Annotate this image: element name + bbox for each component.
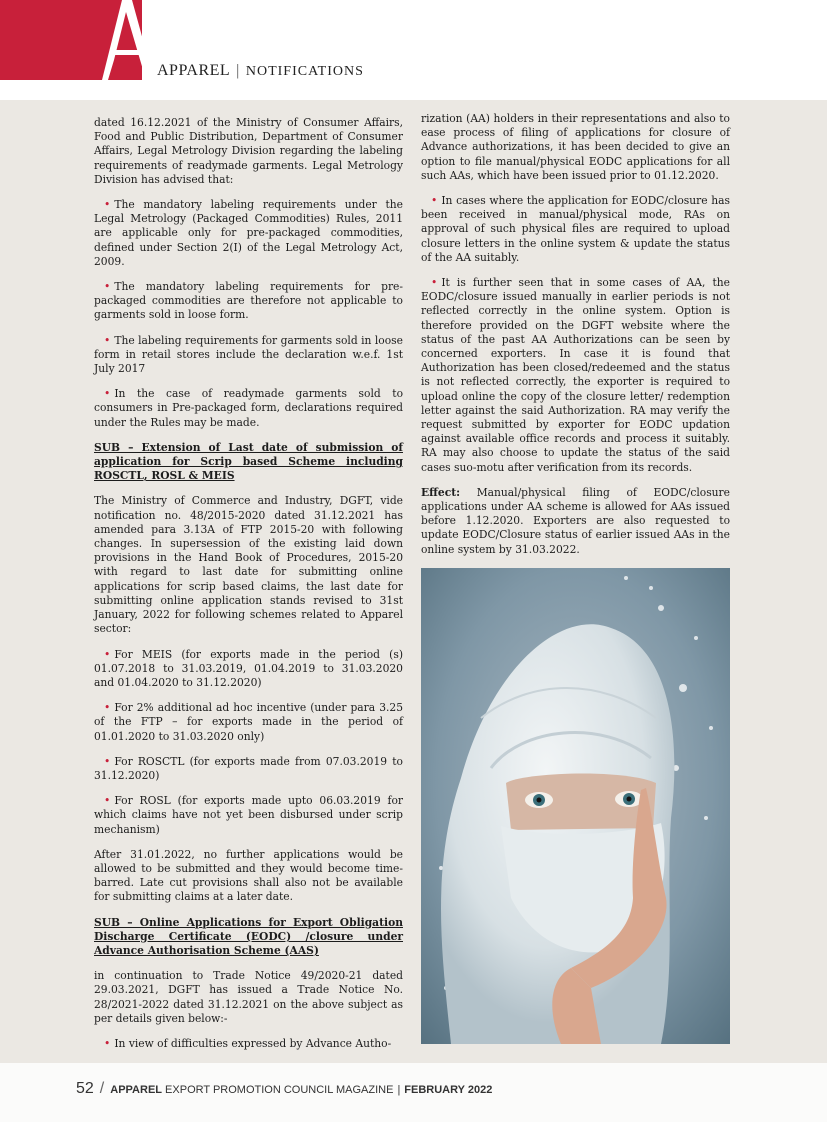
notification-paragraph: The Ministry of Commerce and Industry, DGFT, vide notification no. 48/2015-2020 dated 31.12.2021 has amended para 3.13A of FTP 2015-20 with following changes. In supersession of the existing laid down provisions in the Hand Book of Procedures, 2015-20 with regard to last date for submitting online applications for scrip based claims, the last date for submitting online application stands revised to 31st January, 2022 for following schemes related to Apparel sector: (94, 494, 403, 636)
magazine-brand: APPAREL (110, 1084, 162, 1096)
bullet-dot-icon: • (104, 280, 111, 294)
bullet-text: For 2% additional ad hoc incentive (under para 3.25 of the FTP – for exports made in the period of 01.01.2020 to 31.03.2020 only) (94, 701, 403, 743)
section-separator: | (236, 62, 240, 79)
bullet-text: For ROSL (for exports made upto 06.03.2019 for which claims have not yet been disbursed under scrip mechanism) (94, 794, 403, 836)
bullet-dot-icon: • (104, 794, 111, 808)
bullet-dot-icon: • (104, 701, 111, 715)
footer-slash: / (99, 1080, 105, 1097)
bullet-dot-icon: • (104, 333, 111, 347)
page-footer (76, 1080, 492, 1098)
deadline-paragraph: After 31.01.2022, no further applications would be allowed to be submitted and they would become time-barred. Late cut provisions shall also not be available for submitting claims at a later date. (94, 847, 403, 904)
bullet-item (94, 387, 403, 430)
page-number: 52 (76, 1080, 94, 1097)
bullet-dot-icon: • (104, 647, 111, 661)
subject-heading-eodc: SUB – Online Applications for Export Obligation Discharge Certificate (EODC) /closure under Advance Authorisation Scheme (AAS) (94, 915, 403, 957)
bullet-text: For ROSCTL (for exports made from 07.03.2019 to 31.12.2020) (94, 754, 403, 782)
subject-heading-scrip: SUB – Extension of Last date of submission of application for Scrip based Scheme including ROSCTL, ROSL & MEIS (94, 440, 403, 483)
bullet-text: For MEIS (for exports made in the period (s) 01.07.2018 to 31.03.2019, 01.04.2019 to 31.03.2020 and 01.04.2020 to 31.12.2020) (94, 647, 403, 689)
bullet-text: In the case of readymade garments sold to consumers in Pre-packaged form, declarations required under the Rules may be made. (94, 387, 403, 429)
bullet-text: The mandatory labeling requirements for pre-packaged commodities are therefore not applicable to garments sold in loose form. (94, 280, 403, 322)
bullet-dot-icon: • (104, 387, 111, 401)
footer-separator: | (397, 1084, 401, 1096)
bullet-item (94, 280, 403, 323)
bullet-dot-icon: • (431, 194, 438, 208)
bullet-item (94, 755, 403, 783)
magazine-title: EXPORT PROMOTION COUNCIL MAGAZINE (162, 1084, 394, 1096)
bullet-dot-icon: • (104, 198, 111, 212)
bullet-item (94, 794, 403, 837)
bullet-text: It is further seen that in some cases of AA, the EODC/closure issued manually in earlier periods is not reflected correctly in the online system. Option is therefore provided on the DGFT website where the status of the past AA Authorizations can be seen by concerned exporters. In case it is found that Authorization has been closed/redeemed and the status is not reflected correctly, the exporter is required to upload online the copy of the closure letter/ redemption letter against the said Authorization. RA may verify the request submitted by exporter for EODC updation against available office records and process it suitably. RA may also choose to update the status of the said cases suo-motu after verification from its records. (421, 276, 730, 474)
bullet-text: The labeling requirements for garments sold in loose form in retail stores include the declaration w.e.f. 1st July 2017 (94, 333, 403, 376)
bullet-dot-icon: • (104, 1036, 111, 1050)
effect-text: Manual/physical filing of EODC/closure applications under AA scheme is allowed for AAs issued before 1.12.2020. Exporters are also requested to update EODC/Closure status of earlier issued AAs in the online system by 31.03.2022. (421, 485, 730, 556)
right-column (421, 112, 730, 568)
bullet-text: In cases where the application for EODC/closure has been received in manual/physical mode, RAs on approval of such physical files are required to upload closure letters in the online system & update the status of the AA suitably. (421, 194, 730, 264)
bullet-text: The mandatory labeling requirements under the Legal Metrology (Packaged Commodities) Rules, 2011 are applicable only for pre-packaged commodities, defined under Section 2(I) of the Legal Metrology Act, 2009. (94, 198, 403, 268)
effect-paragraph (421, 486, 730, 557)
trade-notice-paragraph: in continuation to Trade Notice 49/2020-21 dated 29.03.2021, DGFT has issued a Trade Notice No. 28/2021-2022 dated 31.12.2021 on the above subject as per details given below:- (94, 969, 403, 1025)
subsection-label: NOTIFICATIONS (245, 64, 364, 79)
apparel-logo-letter-a (84, 0, 164, 80)
bullet-item (94, 334, 403, 377)
bullet-item (421, 276, 730, 475)
model-photo-white-wrap (421, 568, 730, 1044)
section-title (157, 62, 364, 80)
section-label: APPAREL (157, 62, 231, 79)
left-column (94, 116, 403, 1062)
bullet-item (94, 648, 403, 691)
intro-paragraph: dated 16.12.2021 of the Ministry of Consumer Affairs, Food and Public Distribution, Department of Consumer Affairs, Legal Metrology Division regarding the labeling requirements of readymade garments. Legal Metrology Division has advised that: (94, 116, 403, 186)
bullet-dot-icon: • (431, 276, 438, 290)
issue-date: FEBRUARY 2022 (404, 1084, 493, 1096)
continuation-paragraph: rization (AA) holders in their representations and also to ease process of filing of applications for closure of Advance authorizations, it has been decided to give an option to file manual/physical EODC applications for all such AAs, which have been issued prior to 01.12.2020. (421, 112, 730, 182)
bullet-item (94, 701, 403, 744)
bullet-dot-icon: • (104, 754, 111, 768)
page-header (0, 0, 827, 100)
bullet-item (421, 194, 730, 265)
bullet-item (94, 1037, 403, 1051)
bullet-item (94, 198, 403, 269)
bullet-text: In view of difficulties expressed by Advance Autho- (114, 1036, 392, 1050)
effect-label: Effect: (421, 485, 461, 499)
